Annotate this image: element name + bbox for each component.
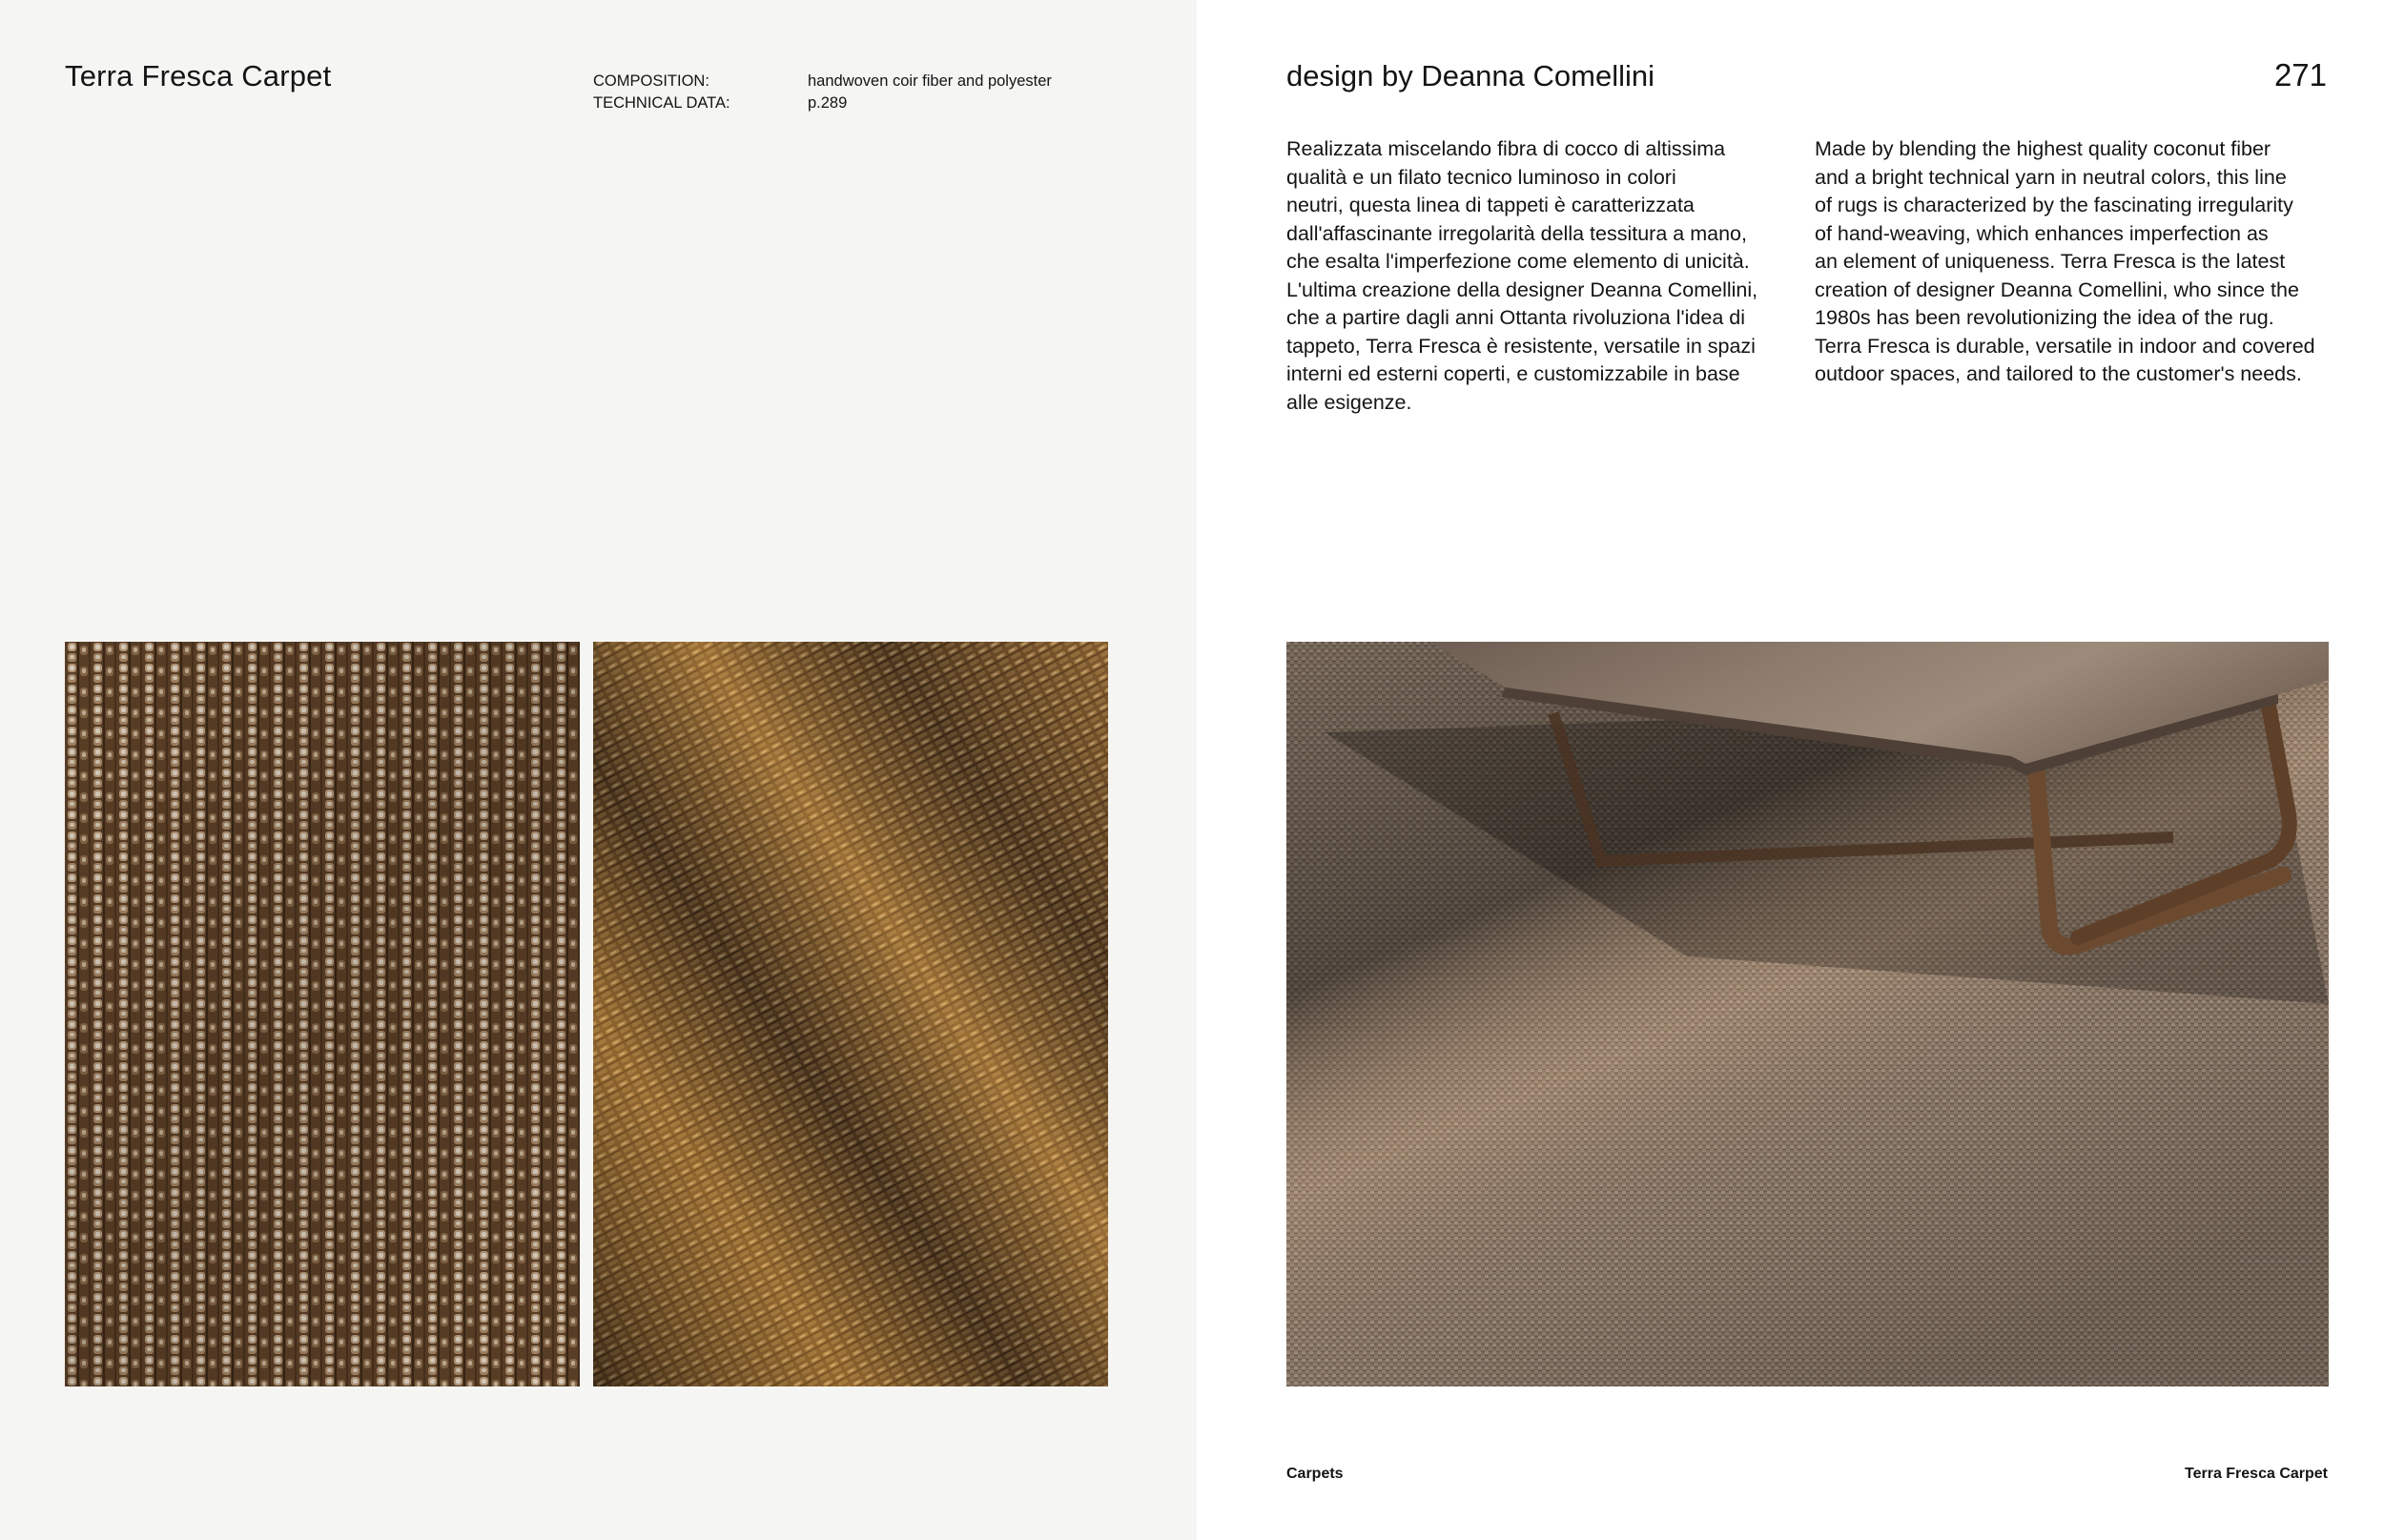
text-line: an element of uniqueness. Terra Fresca is the latest bbox=[1815, 250, 2286, 273]
text-line: L'ultima creazione della designer Deanna Comellini, bbox=[1286, 277, 1758, 301]
text-line: outdoor spaces, and tailored to the customer's needs. bbox=[1815, 362, 2302, 385]
text-line: neutri, questa linea di tappeti è caratterizzata bbox=[1286, 194, 1695, 216]
carpet-room-image bbox=[1286, 642, 2329, 1386]
description-english bbox=[1815, 135, 2320, 389]
text-line: Terra Fresca is durable, versatile in indoor and covered bbox=[1815, 334, 2315, 358]
text-line: of rugs is characterized by the fascinating irregularity bbox=[1815, 194, 2293, 216]
text-line: dall'affascinante irregolarità della tessitura a mano, bbox=[1286, 221, 1747, 245]
diagonal-weave-image bbox=[593, 642, 1108, 1386]
text-line: qualità e un filato tecnico luminoso in colori bbox=[1286, 165, 1676, 189]
text-line: tappeto, Terra Fresca è resistente, versatile in spazi bbox=[1286, 334, 1756, 358]
spec-label: TECHNICAL DATA: bbox=[593, 94, 730, 112]
text-line: interni ed esterni coperti, e customizzabile in base bbox=[1286, 362, 1740, 385]
text-line: of hand-weaving, which enhances imperfection as bbox=[1815, 221, 2269, 245]
spec-value: p.289 bbox=[808, 94, 848, 112]
room-photo-carpet-with-table bbox=[1286, 642, 2329, 1386]
swatch-photo-diagonal-weave bbox=[593, 642, 1108, 1386]
text-line: 1980s has been revolutionizing the idea of the rug. bbox=[1815, 306, 2274, 329]
footer-section: Carpets bbox=[1286, 1466, 1344, 1482]
text-line: Realizzata miscelando fibra di cocco di altissima bbox=[1286, 137, 1726, 160]
designer-credit: design by Deanna Comellini bbox=[1286, 59, 1655, 92]
spec-row-technical-data bbox=[593, 92, 1052, 114]
spec-table bbox=[593, 71, 1052, 114]
vertical-weave-image bbox=[65, 642, 580, 1386]
spec-value: handwoven coir fiber and polyester bbox=[808, 72, 1052, 90]
text-line: creation of designer Deanna Comellini, who since the bbox=[1815, 277, 2299, 301]
text-line: Made by blending the highest quality coconut fiber bbox=[1815, 137, 2271, 160]
text-line: che esalta l'imperfezione come elemento di unicità. bbox=[1286, 250, 1750, 273]
footer-product: Terra Fresca Carpet bbox=[2185, 1466, 2328, 1482]
text-line: che a partire dagli anni Ottanta rivoluziona l'idea di bbox=[1286, 306, 1745, 329]
spec-row-composition bbox=[593, 71, 1052, 92]
text-line: alle esigenze. bbox=[1286, 390, 1412, 414]
swatch-photo-vertical-weave bbox=[65, 642, 580, 1386]
page-number: 271 bbox=[2273, 57, 2327, 92]
spec-label: COMPOSITION: bbox=[593, 72, 709, 90]
description-italian bbox=[1286, 135, 1763, 417]
product-title: Terra Fresca Carpet bbox=[65, 59, 332, 92]
text-line: and a bright technical yarn in neutral colors, this line bbox=[1815, 165, 2287, 189]
